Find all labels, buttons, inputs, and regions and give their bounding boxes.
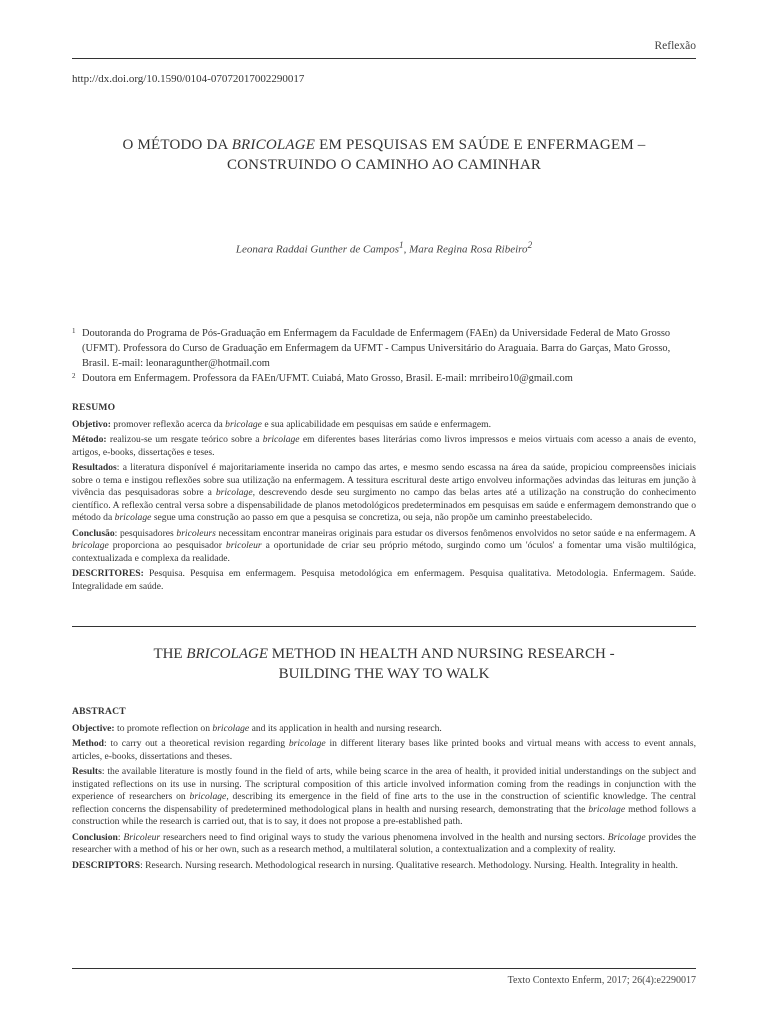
author-1: Leonara Raddai Gunther de Campos bbox=[235, 243, 400, 256]
affiliation-2: 2 Doutora em Enfermagem. Professora da FAEn/UFMT. Cuiabá, Mato Grosso, Brasil. E-mail: mrribeiro10@gmail.com bbox=[72, 372, 573, 384]
resumo-metodo: Método: realizou-se um resgate teórico sobre a bricolage em diferentes bases literárias como livros impressos e meios virtuais com acesso a anais de evento, artigos, e-books, dissertações e teses. bbox=[72, 434, 697, 458]
section-divider bbox=[72, 626, 696, 627]
affiliations bbox=[72, 326, 696, 386]
resumo-heading: RESUMO bbox=[72, 402, 116, 413]
article-title-pt bbox=[72, 135, 696, 175]
abstract-descriptors: DESCRIPTORS: Research. Nursing research. Methodological research in nursing. Qualitative research. Methodology. Nursing. Health. Integrality in health. bbox=[72, 859, 678, 871]
header-divider bbox=[72, 58, 696, 59]
abstract-section bbox=[72, 706, 696, 875]
title-en-line2: BUILDING THE WAY TO WALK bbox=[278, 666, 490, 682]
author-list: Leonara Raddai Gunther de Campos$^1$, Mara Regina Rosa Ribeiro$^2$ bbox=[235, 240, 533, 256]
abstract-results: Results: the available literature is mostly found in the field of arts, while being scarce in the area of health, it provided initial understandings on the subject and instigated reflections on its use in nursing. The scriptural composition of this article involved information coming from the readings in conjunction with the experience of researchers on bricolage, describing its emergence in the field of fine arts to the use in the construction of scientific knowledge. The central reflection concerns the dispensability of predetermined methodological plans in health and nursing research, demonstrating that the bricolage method follows a construction while the research is carried out, that is to say, it does not propose a pre-established path. bbox=[72, 766, 696, 827]
affiliation-1: 1 Doutoranda do Programa de Pós-Graduação em Enfermagem da Faculdade de Enfermagem (FAEn) da Universidade Federal de Mato Grosso (UFMT). Professora do Curso de Graduação em Enfermagem da UFMT - Campus Universitário do Araguaia. Barra do Garças, Mato Grosso, Brasil. E-mail: leonaragunther@hotmail.com bbox=[72, 327, 671, 369]
resumo-conclusao: Conclusão: pesquisadores bricoleurs necessitam encontrar maneiras originais para estudar os diversos fenômenos envolvidos no setor saúde e na enfermagem. A bricolage proporciona ao pesquisador bricoleur a oportunidade de criar seu próprio método, surgindo como um 'óculos' a fomentar uma visão multilógica, contextualizada e complexa da realidade. bbox=[72, 527, 696, 564]
journal-citation: Texto Contexto Enferm, 2017; 26(4):e2290017 bbox=[507, 975, 696, 986]
abstract-method: Method: to carry out a theoretical revision regarding bricolage in different literary bases like printed books and virtual means with access to event annals, articles, e-books, dissertations and theses. bbox=[72, 738, 697, 762]
abstract-objective: Objective: to promote reflection on bricolage and its application in health and nursing research. bbox=[72, 722, 442, 734]
doi-link[interactable]: http://dx.doi.org/10.1590/0104-07072017002290017 bbox=[72, 73, 305, 85]
title-pt-line2: CONSTRUINDO O CAMINHO AO CAMINHAR bbox=[226, 157, 542, 173]
resumo-section bbox=[72, 402, 696, 596]
section-label: Reflexão bbox=[654, 40, 696, 52]
title-en-line1: THE BRICOLAGE METHOD IN HEALTH AND NURSING RESEARCH - bbox=[153, 646, 615, 662]
footer-divider bbox=[72, 968, 696, 969]
abstract-conclusion: Conclusion: Bricoleur researchers need to find original ways to study the various phenomena involved in the health and nursing sectors. Bricolage provides the researcher with a method of his or her own, such as a research method, a multilateral solution, a contextualization and a complexity of reality. bbox=[72, 831, 696, 855]
article-title-en bbox=[72, 644, 696, 684]
resumo-objetivo: Objetivo: promover reflexão acerca da bricolage e sua aplicabilidade em pesquisas em saúde e enfermagem. bbox=[72, 418, 492, 430]
resumo-resultados: Resultados: a literatura disponível é majoritariamente inserida no campo das artes, e mesmo sendo escassa na área da saúde, propiciou compreensões iniciais sobre o tema e instigou reflexões sobre sua utilização na enfermagem. A tessitura escritural deste artigo envolveu informações advindas das leituras em junção à vivência das pesquisadoras sobre a bricolage, descrevendo desde seu surgimento no campo das belas artes até a utilização na construção do conhecimento científico. A reflexão central versa sobre a dispensabilidade de planos metodológicos predeterminados em pesquisas em saúde e enfermagem demonstrando que o método da bricolage segue uma construção ao passo em que a pesquisa se concretiza, ou seja, não propõe um caminho preestabelecido. bbox=[72, 462, 696, 523]
abstract-heading: ABSTRACT bbox=[72, 706, 126, 717]
title-pt-line1: O MÉTODO DA BRICOLAGE EM PESQUISAS EM SAÚDE E ENFERMAGEM – bbox=[122, 137, 646, 153]
author-2: Mara Regina Rosa Ribeiro bbox=[409, 243, 528, 256]
resumo-descritores: DESCRITORES: Pesquisa. Pesquisa em enfermagem. Pesquisa metodológica em enfermagem. Pesquisa qualitativa. Metodologia. Enfermagem. Saúde. Integralidade em saúde. bbox=[72, 568, 696, 592]
